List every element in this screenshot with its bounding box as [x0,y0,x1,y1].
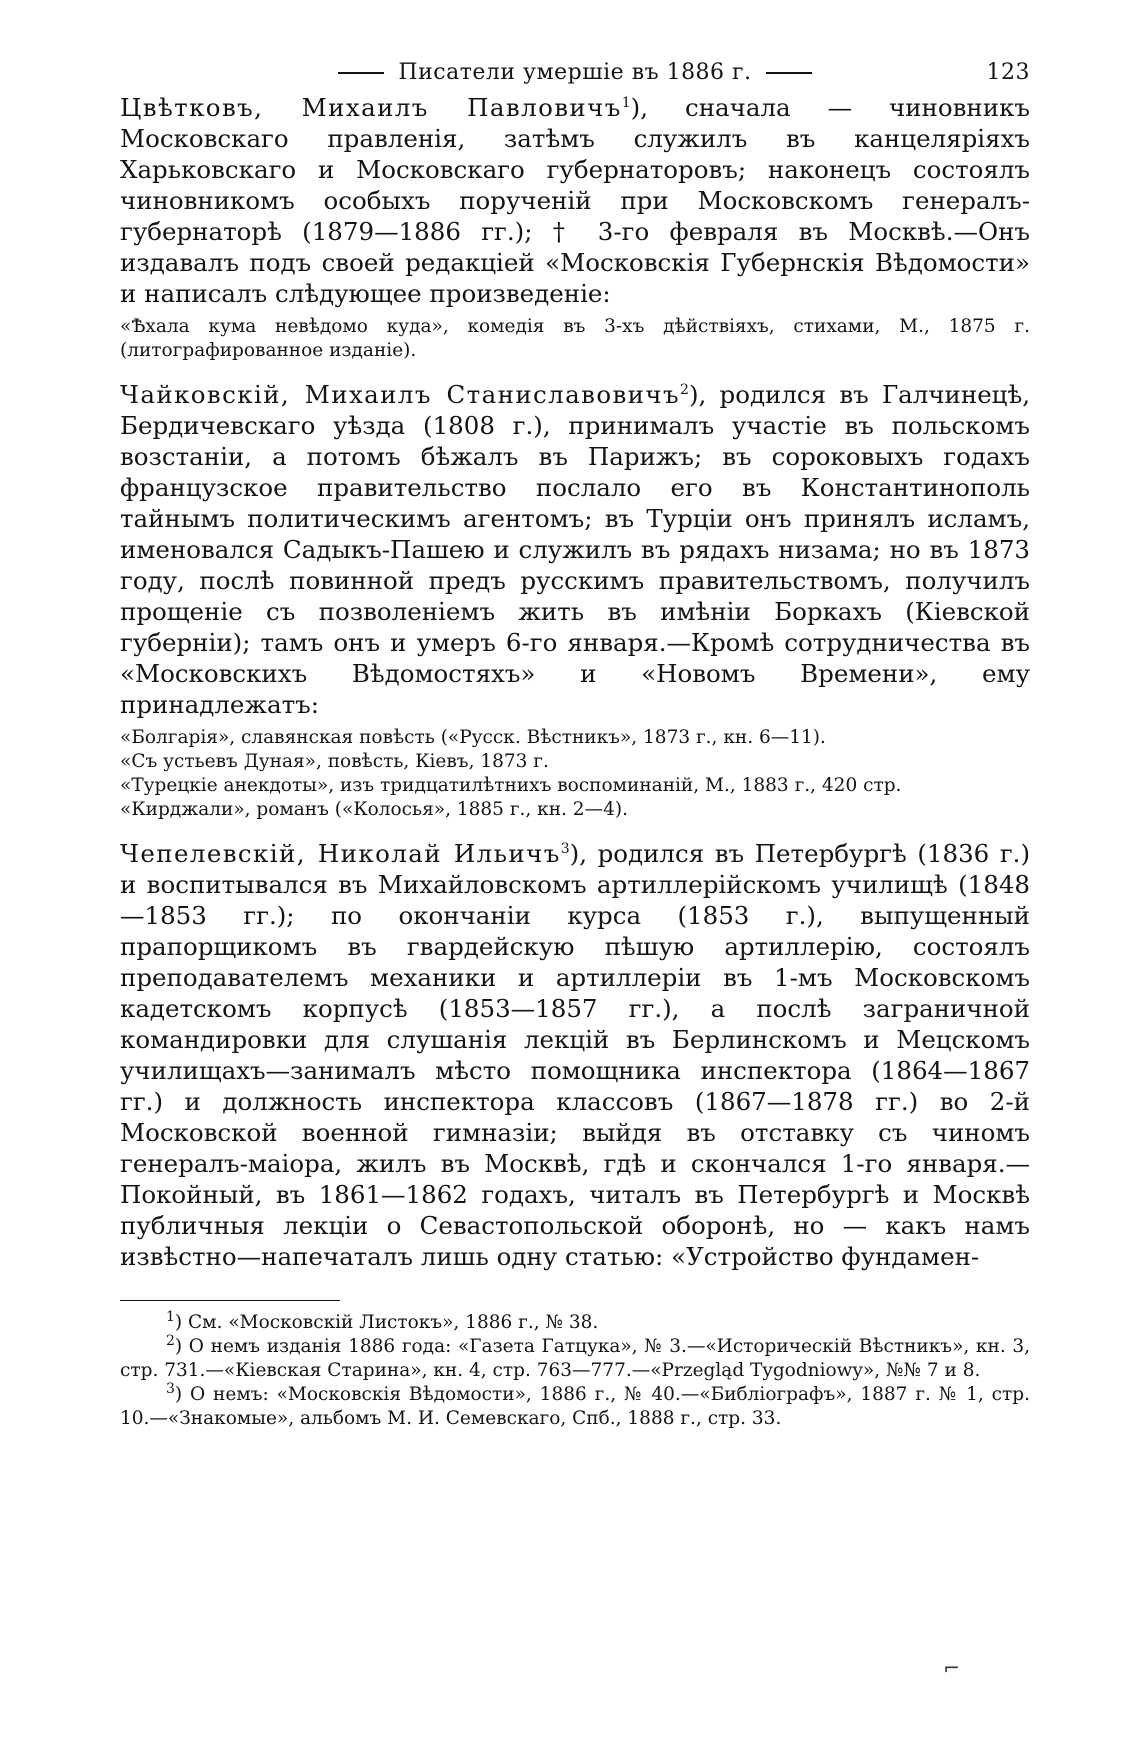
entry-chaikovsky [120,379,1030,720]
entry-text: ), родился въ Петербургѣ (1836 г.) и воспитывался въ Михайловскомъ артиллерійскомъ училищѣ (1848—1853 гг.); по окончаніи курса (1853 г.), выпущенный прапорщикомъ въ гвардейскую пѣшую артиллерію, состоялъ преподавателемъ механики и артиллеріи въ 1-мъ Московскомъ кадетскомъ корпусѣ (1853—1857 гг.), а послѣ заграничной командировки для слушанія лекцій въ Берлинскомъ и Мецскомъ училищахъ—занималъ мѣсто помощника инспектора (1864—1867 гг.) и должность инспектора классовъ (1867—1878 гг.) во 2-й Московской военной гимназіи; выйдя въ отставку съ чиномъ генералъ-маіора, жилъ въ Москвѣ, гдѣ и скончался 1-го января.—Покойный, въ 1861—1862 годахъ, читалъ въ Петербургѣ и Москвѣ публичныя лекціи о Севастопольской оборонѣ, но — какъ намъ извѣстно—напечаталъ лишь одну статью: «Устройство фундамен- [120,839,1030,1271]
footnote [120,1308,1030,1335]
works-list-tsvetkov [120,315,1030,363]
footnote-text: ) См. «Московскій Листокъ», 1886 г., № 38. [174,1312,599,1333]
running-header [120,52,1030,92]
footnote-ref: 3 [560,840,570,857]
work-item: «Съ устьевъ Дуная», повѣсть, Кіевъ, 1873 г. [120,751,549,772]
running-title-wrap [120,60,1030,85]
footnote-mark: 2 [166,1332,175,1349]
entry-tsvetkov [120,92,1030,309]
entry-text: ), родился въ Галчинецѣ, Бердичевскаго уѣзда (1808 г.), принималъ участіе въ польскомъ возстаніи, а потомъ бѣжалъ въ Парижъ; въ сороковыхъ годахъ французское правительство послало его въ Константинополь тайнымъ политическимъ агентомъ; въ Турціи онъ принялъ исламъ, именовался Садыкъ-Пашею и служилъ въ рядахъ низама; но въ 1873 году, послѣ повинной предъ русскимъ правительствомъ, получилъ прощеніе съ позволеніемъ жить въ имѣніи Боркахъ (Кіевской губерніи); тамъ онъ и умеръ 6-го января.—Кромѣ сотрудничества въ «Московскихъ Вѣдомостяхъ» и «Новомъ Времени», ему принадлежатъ: [120,380,1031,719]
ink-mark: ⌐ [943,1656,960,1680]
entry-name: Чепелевскій, Николай Ильичъ [120,839,561,868]
footnotes [120,1308,1030,1431]
work-item: «Кирджали», романъ («Колосья», 1885 г., кн. 2—4). [120,799,628,820]
footnote-text: ) О немъ изданія 1886 года: «Газета Гатцука», № 3.—«Историческій Вѣстникъ», кн. 3, стр. 731.—«Кіевская Старина», кн. 4, стр. 763—777.—«Przegląd Tygodniowy», №№ 7 и 8. [120,1336,1030,1381]
header-rule-left [338,72,384,74]
footnote-ref: 2 [680,381,689,398]
footnote-separator [120,1300,340,1301]
entry-name: Цвѣтковъ, Михаилъ Павловичъ [120,93,622,122]
running-title: Писатели умершіе въ 1886 г. [398,60,752,85]
footnote [120,1380,1030,1431]
footnote-mark: 1 [166,1308,175,1325]
entry-name: Чайковскій, Михаилъ Станиславовичъ [120,380,681,409]
footnote [120,1332,1030,1383]
works-list-chaikovsky [120,726,1030,822]
page-number: 123 [986,60,1030,85]
header-rule-right [766,72,812,74]
footnote-text: ) О немъ: «Московскія Вѣдомости», 1886 г., № 40.—«Библіографъ», 1887 г. № 1, стр. 10.—«Знакомые», альбомъ М. И. Семевскаго, Спб., 1888 г., стр. 33. [120,1384,1030,1429]
work-item: «Турецкіе анекдоты», изъ тридцатилѣтнихъ воспоминаній, М., 1883 г., 420 стр. [120,775,902,796]
footnote-ref: 1 [621,94,631,111]
footnote-mark: 3 [166,1380,175,1397]
entry-text: ), сначала — чиновникъ Московскаго правленія, затѣмъ служилъ въ канцеляріяхъ Харьковскаго и Московскаго губернаторовъ; наконецъ состоялъ чиновникомъ особыхъ порученій при Московскомъ генералъ-губернаторѣ (1879—1886 гг.); † 3-го февраля въ Москвѣ.—Онъ издавалъ подъ своей редакціей «Московскія Губернскія Вѣдомости» и написалъ слѣдующее произведеніе: [120,93,1030,308]
work-item: «Болгарія», славянская повѣсть («Русск. Вѣстникъ», 1873 г., кн. 6—11). [120,727,826,748]
work-item: «Ѣхала кума невѣдомо куда», комедія въ 3-хъ дѣйствіяхъ, стихами, М., 1875 г. (литографированное изданіе). [120,316,1030,361]
entry-chepelevsky [120,838,1030,1272]
